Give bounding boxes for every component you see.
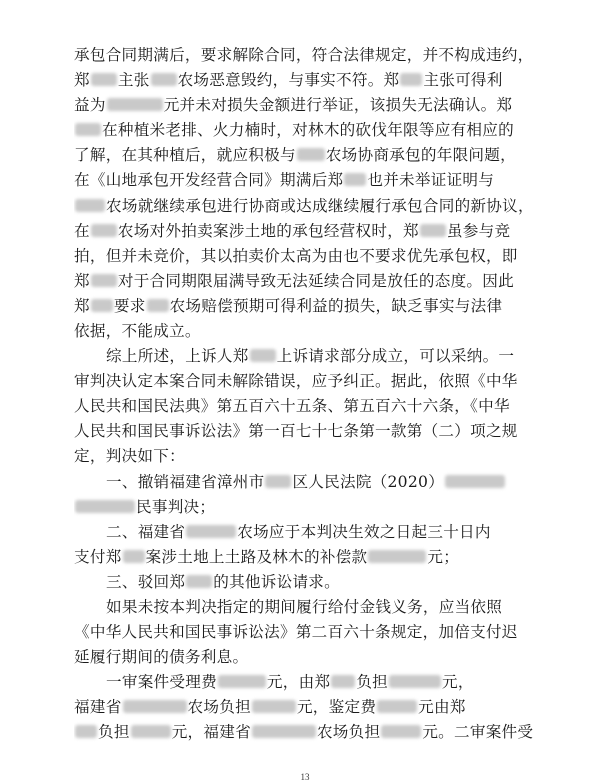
- redaction-blur: [151, 73, 177, 86]
- text-line: 审判决认定本案合同未解除错误，应予纠正。据此，依照《中华: [74, 372, 518, 390]
- text-line: 如果未按本判决指定的期间履行给付金钱义务，应当依照: [106, 598, 503, 616]
- redaction-blur: [131, 725, 171, 738]
- text-line: 农场就继续承包进行协商或达成继续履行承包合同的新协议，: [74, 195, 544, 217]
- redaction-blur: [186, 575, 212, 588]
- text-line: 二、福建省 农场应于本判决生效之日起三十日内: [106, 523, 491, 541]
- text-line: 在种植米老排、火力楠时，对林木的砍伐年限等应有相应的: [74, 119, 544, 141]
- redaction-blur: [252, 725, 316, 738]
- text-line: 了解，在其种植后，就应积极与 农场协商承包的年限问题，: [74, 146, 516, 164]
- text-line: 《中华人民共和国民事诉讼法》第二百六十条规定，加倍支付迟: [74, 623, 518, 641]
- redaction-blur: [400, 73, 422, 86]
- text-line: 依据，不能成立。: [74, 322, 201, 340]
- text-line: 人民共和国民事诉讼法》第一百七十七条第一款第（二）项之规: [74, 422, 518, 440]
- redaction-blur: [218, 675, 266, 688]
- redaction-blur: [147, 299, 169, 312]
- redaction-blur: [389, 675, 441, 688]
- text-line: 郑 对于合同期限届满导致无法延续合同是放任的态度。因此: [74, 272, 514, 290]
- redaction-blur: [107, 98, 163, 111]
- redaction-blur: [186, 525, 236, 538]
- text-line: 在 农场对外拍卖案涉土地的承包经营权时，郑 虽参与竞: [74, 222, 511, 240]
- redaction-blur: [381, 725, 421, 738]
- redaction-blur: [265, 475, 291, 488]
- redaction-blur: [250, 349, 276, 362]
- redaction-blur: [75, 500, 135, 513]
- redaction-blur: [368, 550, 426, 563]
- text-line: 延履行期间的债务利息。: [74, 648, 249, 666]
- text-line: 支付郑 案涉土地上土路及林木的补偿款 元；: [74, 548, 460, 566]
- redaction-blur: [123, 700, 187, 713]
- redaction-blur: [75, 199, 105, 212]
- redaction-blur: [331, 675, 355, 688]
- text-line: 人民共和国民法典》第五百六十五条、第五百六十六条，《中华: [74, 397, 510, 415]
- text-line: 定，判决如下：: [74, 447, 185, 465]
- redaction-blur: [91, 73, 117, 86]
- redaction-blur: [91, 299, 113, 312]
- text-line: 益为 元并未对损失金额进行举证，该损失无法确认。郑: [74, 96, 513, 114]
- text-line: 郑 要求 农场赔偿预期可得利益的损失，缺乏事实与法律: [74, 297, 503, 315]
- redaction-blur: [297, 148, 325, 161]
- redaction-blur: [445, 475, 505, 488]
- text-line: 在《山地承包开发经营合同》期满后郑 也并未举证证明与: [74, 171, 495, 189]
- redaction-blur: [252, 700, 296, 713]
- text-line: 负担 元，福建省 农场负担 元。二审案件受: [74, 721, 544, 743]
- text-line: 民事判决；: [74, 496, 544, 518]
- text-line: 综上所述，上诉人郑 上诉请求部分成立，可以采纳。一: [106, 347, 515, 365]
- text-line: 福建省 农场负担 元，鉴定费 元由郑: [74, 698, 466, 716]
- text-line: 一、撤销福建省漳州市 区人民法院（2020）: [106, 471, 544, 493]
- redaction-blur: [123, 550, 145, 563]
- text-line: 承包合同期满后，要求解除合同，符合法律规定，并不构成违约，: [74, 46, 534, 64]
- redaction-blur: [91, 224, 117, 237]
- text-line: 一审案件受理费 元，由郑 负担 元，: [106, 673, 474, 691]
- redaction-blur: [75, 725, 97, 738]
- text-line: 拍，但并未竞价，其以拍卖价太高为由也不要求优先承包权，即: [74, 247, 518, 265]
- text-line: 郑 主张 农场恶意毁约，与事实不符。郑 主张可得利: [74, 71, 503, 89]
- page-number: 13: [300, 772, 310, 782]
- redaction-blur: [91, 274, 117, 287]
- text-line: 三、驳回郑 的其他诉讼请求。: [106, 573, 340, 591]
- redaction-blur: [377, 700, 417, 713]
- redaction-blur: [344, 173, 366, 186]
- redaction-blur: [75, 123, 101, 136]
- redaction-blur: [420, 224, 446, 237]
